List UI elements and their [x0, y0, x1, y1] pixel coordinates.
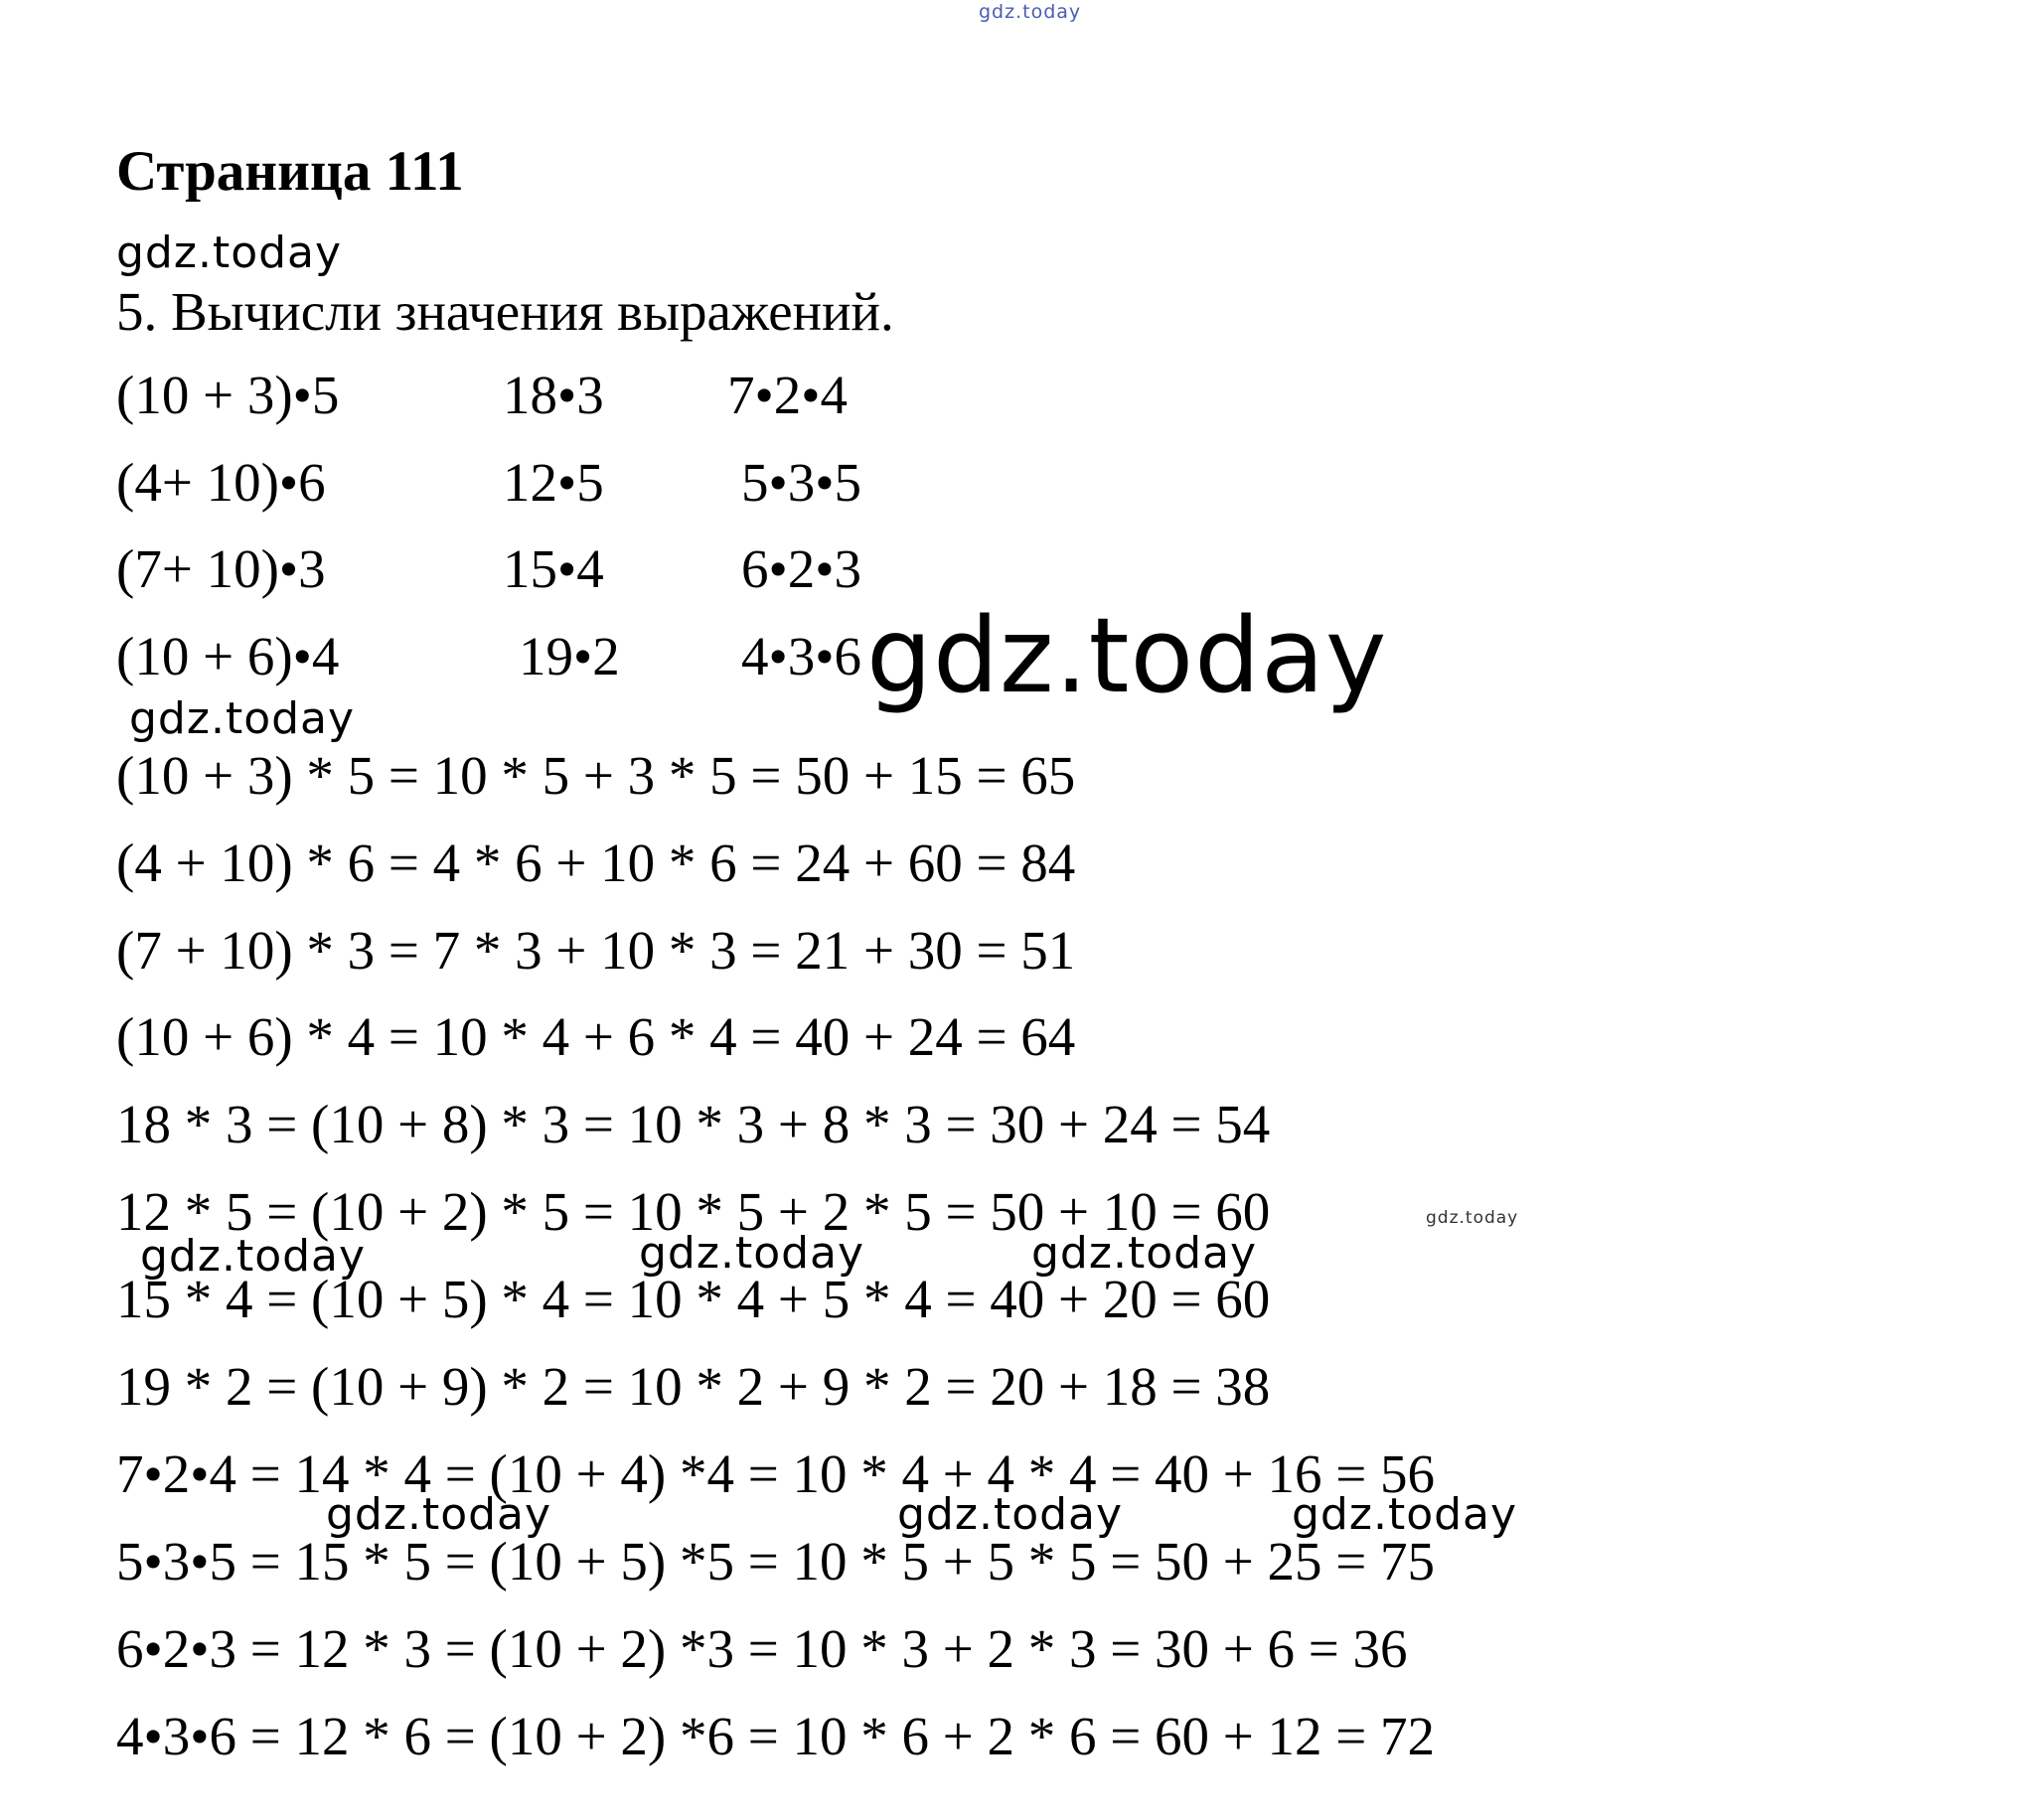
solution-line: 15 * 4 = (10 + 5) * 4 = 10 * 4 + 5 * 4 = 40 + 20 = 60	[116, 1269, 1271, 1329]
expression: 5•3•5	[741, 452, 862, 513]
expression: (10 + 6)•4	[116, 626, 340, 686]
solution-line: 18 * 3 = (10 + 8) * 3 = 10 * 3 + 8 * 3 = 30 + 24 = 54	[116, 1094, 1271, 1154]
solution-line: (4 + 10) * 6 = 4 * 6 + 10 * 6 = 24 + 60 = 84	[116, 833, 1076, 893]
solution-line: (10 + 3) * 5 = 10 * 5 + 3 * 5 = 50 + 15 = 65	[116, 745, 1076, 806]
solution-line: 12 * 5 = (10 + 2) * 5 = 10 * 5 + 2 * 5 = 50 + 10 = 60	[116, 1181, 1271, 1242]
expression: (10 + 3)•5	[116, 365, 340, 425]
watermark-row-b-2: gdz.today	[897, 1489, 1124, 1540]
expression: (7+ 10)•3	[116, 538, 326, 599]
expression: 18•3	[503, 365, 604, 425]
expression: 15•4	[503, 538, 604, 599]
watermark-row-b-3: gdz.today	[1292, 1489, 1518, 1540]
watermark-under-title: gdz.today	[116, 228, 343, 278]
solution-line: 19 * 2 = (10 + 9) * 2 = 10 * 2 + 9 * 2 = 20 + 18 = 38	[116, 1356, 1271, 1417]
task-title: 5. Вычисли значения выражений.	[116, 281, 894, 342]
watermark-top: gdz.today	[979, 1, 1082, 23]
expression: 7•2•4	[727, 365, 849, 425]
watermark-large: gdz.today	[866, 595, 1388, 716]
watermark-row-a-2: gdz.today	[639, 1228, 865, 1279]
solution-line: 4•3•6 = 12 * 6 = (10 + 2) *6 = 10 * 6 + 2 * 6 = 60 + 12 = 72	[116, 1706, 1436, 1766]
watermark-row-a-3: gdz.today	[1031, 1228, 1258, 1279]
solution-line: 5•3•5 = 15 * 5 = (10 + 5) *5 = 10 * 5 + 5 * 5 = 50 + 25 = 75	[116, 1531, 1436, 1592]
solution-line: (7 + 10) * 3 = 7 * 3 + 10 * 3 = 21 + 30 = 51	[116, 920, 1076, 981]
watermark-above-solutions: gdz.today	[129, 693, 356, 744]
solution-line: 6•2•3 = 12 * 3 = (10 + 2) *3 = 10 * 3 + 2 * 3 = 30 + 6 = 36	[116, 1618, 1408, 1679]
solution-line: 7•2•4 = 14 * 4 = (10 + 4) *4 = 10 * 4 + 4 * 4 = 40 + 16 = 56	[116, 1443, 1436, 1504]
page-title: Страница 111	[116, 140, 464, 203]
expression: 6•2•3	[741, 538, 862, 599]
watermark-row-a-1: gdz.today	[140, 1231, 367, 1282]
watermark-row-b-1: gdz.today	[326, 1489, 552, 1540]
watermark-tiny-right: gdz.today	[1426, 1208, 1519, 1228]
expression: 4•3•6	[741, 626, 862, 686]
solution-line: (10 + 6) * 4 = 10 * 4 + 6 * 4 = 40 + 24 = 64	[116, 1006, 1076, 1067]
expression: 12•5	[503, 452, 604, 513]
expression: 19•2	[519, 626, 620, 686]
expression: (4+ 10)•6	[116, 452, 326, 513]
